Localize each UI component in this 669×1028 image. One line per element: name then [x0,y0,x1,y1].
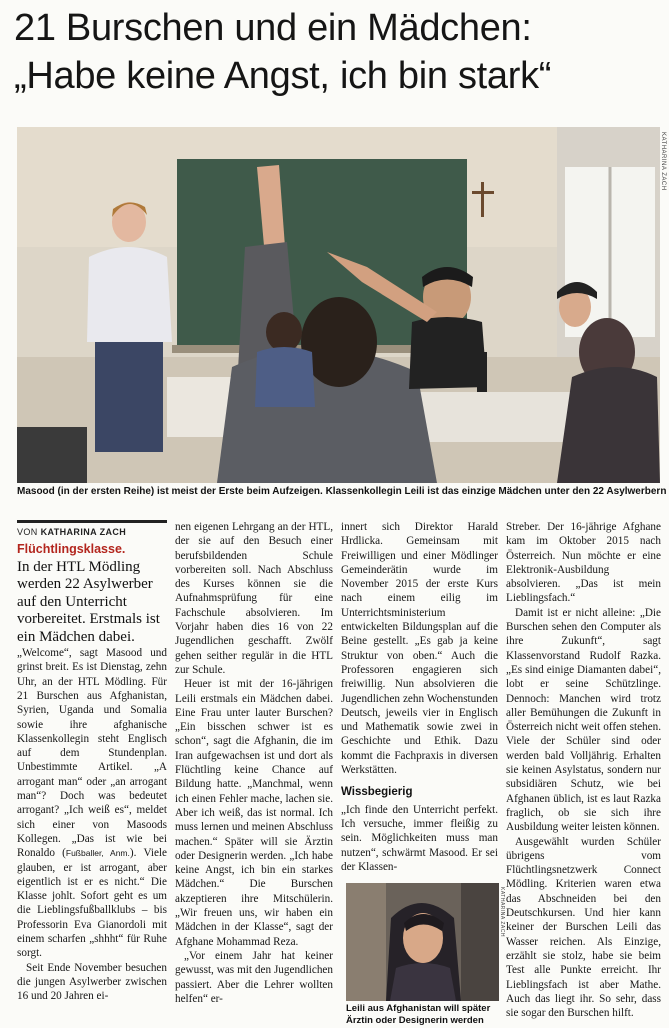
byline-rule [17,520,167,523]
lead-paragraph: In der HTL Mödling werden 22 Asylwerber auf den Unterricht vorbereitet. Erstmals ist ein Mädchen dabei. [17,558,160,645]
byline-prefix: VON [17,527,38,537]
photo-credit: KATHARINA ZACH [660,132,666,191]
classroom-photo [17,127,660,483]
article-column-2 [175,520,333,1006]
inset-caption: Leili aus Afghanistan will später Ärztin oder Designerin werden [346,1003,491,1026]
inset-photo-credit: KATHARINA ZACH [499,887,505,937]
byline-author: KATHARINA ZACH [40,527,127,537]
byline [17,525,167,539]
paragraph-text: „Welcome“, sagt Masood und grinst breit. Es ist Dienstag, zehn Uhr, an der HTL Mödling. Für 21 Burschen aus Afghanistan, Syrien, Uganda und Somalia sowie ihre afghanische Klassenkollegin steht Englisch auf dem Stundenplan. Unbestimmte Artikel. „A arrogant man“ oder „an arrogant man“? Doch was bedeutet arrogant? „Ich weiß es“, meldet sich einer von Masoods Kollegen. „Das ist wie bei Ronaldo ( [17,647,167,860]
paragraph: innert sich Direktor Harald Hrdlicka. Gemeinsam mit Freiwilligen und einer Mödlinger Gemeinderätin wurde im November 2015 der erste Kurs nach einem eilig im Unterrichtsministerium entwickelten Bildungsplan auf die Beine gestellt. „Es gab ja keine Struktur von oben.“ Auch die Professoren engagieren sich freiwillig. Nun absolvieren die Jugendlichen zehn Wochenstunden Deutsch, jeweils vier in Englisch und Mathematik sowie zwei in Geschichte und Ethik. Dazu kommt die Fachpraxis in diversen Werkstätten. [341,521,498,777]
subheading: Wissbegierig [341,786,413,799]
portrait-photo [346,883,499,1001]
paragraph: Seit Ende November besuchen die jungen Asylwerber zwischen 16 und 20 Jahren ei- [17,961,167,1003]
paragraph: Damit ist er nicht alleine: „Die Burschen sehen den Computer als ihre Zukunft“, sagt Klassenvorstand Rudolf Razka. „Es sind einige Diamanten dabei“, lobt er seine Schützlinge. Dennoch: Manchen wird trotz aller Bemühungen die Zukunft in Österreich nicht weit offen stehen. Viele der Schüler sind oder werden bald Volljährig. Erhalten sie keinen Asylstatus, sondern nur subsidiären Schutz, wie bei Afghanen üblich, ist es laut Razka fraglich, ob sie sich ihre Ausbildung weiter leisten können. [506,606,661,834]
paragraph: nen eigenen Lehrgang an der HTL, der sie auf den Besuch einer berufsbildenden Schule vorbereiten soll. Nach Abschluss des Kurses können sie die Aufnahmsprüfung für eine Fachschule absolvieren. Im Vorjahr haben dies 16 von 22 Jugendlichen geschafft. Zwölf gehen seither regulär in die HTL zur Schule. [175,521,333,676]
paragraph-text: ). Viele glauben, er ist arrogant, aber eigentlich ist er es nicht.“ Die Klasse johlt. Sofort geht es um die Lieblingsfußballklubs – bis Professorin Eva Gianordoli mit einem scharfen „shhht“ für Ruhe sorgt. [17,847,167,960]
paragraph: Streber. Der 16-jährige Afghane kam im Oktober 2015 nach Österreich. Nun möchte er eine Elektronik-Ausbildung absolvieren. „Das ist mein Lieblingsfach.“ [506,521,661,605]
paragraph [17,646,167,961]
article-column-3 [341,520,498,874]
headline [14,4,664,100]
kicker: Flüchtlingsklasse. [17,542,126,557]
headline-line-1: 21 Burschen und ein Mädchen: [14,7,532,49]
paragraph: „Ich finde den Unterricht perfekt. Ich versuche, immer fleißig zu sein. Möglichkeiten muss man nutzen“, schwärmt Masood. Er sei der Klassen- [341,803,498,873]
paragraph: „Vor einem Jahr hat keiner gewusst, was mit den Jugendlichen passiert. Aber die Lehrer wollten helfen“ er- [175,949,333,1005]
article-column-4 [506,520,661,1020]
annotation-note: Fußballer, Anm. [65,848,130,859]
photo-caption: Masood (in der ersten Reihe) ist meist der Erste beim Aufzeigen. Klassenkollegin Leili ist das einzige Mädchen unter den 22 Asylwerbern [17,486,667,497]
article-column-1 [17,520,167,1004]
paragraph: Ausgewählt wurden Schüler übrigens vom Flüchtlingsnetzwerk Connect Mödling. Kriterien waren etwa das Abschneiden bei den Deutschkursen. Und hier kann keiner der Burschen Leili das Wasser reichen. Als Einzige, erzählt sie stolz, habe sie beim Test alle Punkte erreicht. Ihr Lieblingsfach ist aber Mathe. Auch das liegt ihr. So sehr, dass sie sogar den Burschen hilft. [506,835,661,1020]
headline-line-2: „Habe keine Angst, ich bin stark“ [14,55,552,97]
paragraph: Heuer ist mit der 16-jährigen Leili erstmals ein Mädchen dabei. Eine Frau unter lauter Burschen? „Ein bisschen schwer ist es schon“, sagt die Afghanin, die im Iran aufgewachsen ist und dort als Flüchtling keine Chance auf Bildung hatte. „Manchmal, wenn ich einen Fehler mache, lachen sie. Aber ich weiß, das ist normal. Ich muss lernen und meinen Abschluss machen.“ Später will sie Ärztin oder Designerin werden. „Ich habe keine Angst, ich bin ein starkes Mädchen.“ Die Burschen akzeptieren ihre Mitschülerin. „Wir freuen uns, wir haben ein Mädchen in der Klasse“, sagt der Afghane Mohammad Reza. [175,678,333,948]
